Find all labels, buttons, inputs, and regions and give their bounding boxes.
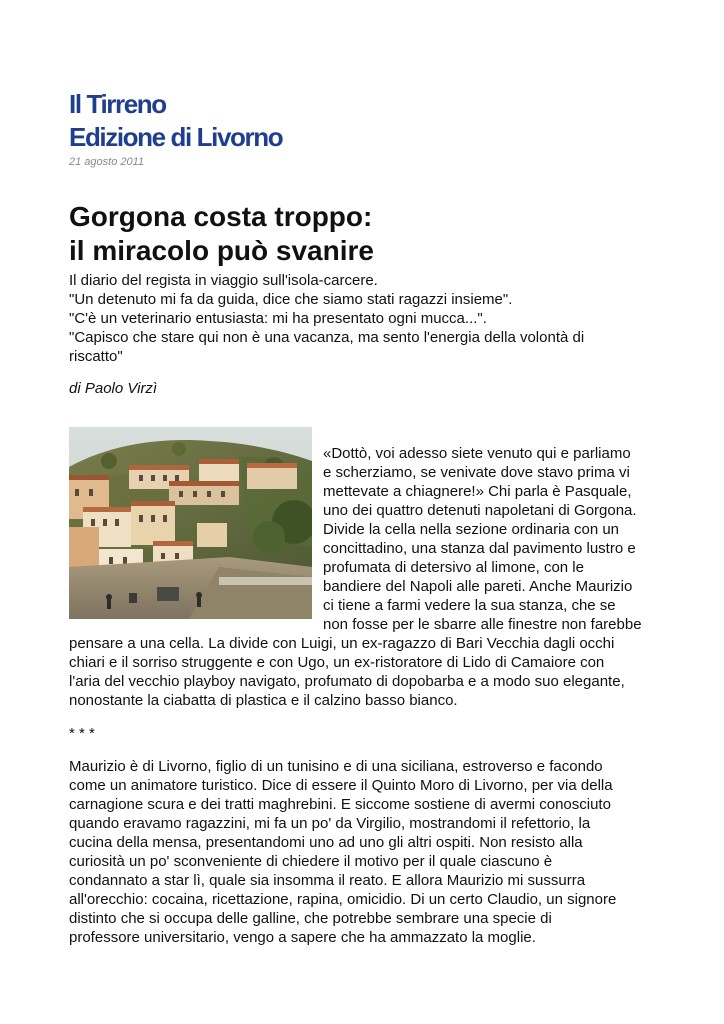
body-line: nonostante la ciabatta di plastica e il calzino basso bianco.	[69, 692, 458, 709]
newspaper-name: Il Tirreno	[69, 89, 166, 119]
body-line: pensare a una cella. La divide con Luigi, un ex-ragazzo di Bari Vecchia dagli occhi	[69, 635, 615, 652]
body-line: all'orecchio: cocaina, ricettazione, rapina, omicidio. Di un certo Claudio, un signore	[69, 891, 617, 908]
body-line: come un animatore turistico. Dice di essere il Quinto Moro di Livorno, per via della	[69, 777, 613, 794]
subheading-line: "Un detenuto mi fa da guida, dice che siamo stati ragazzi insieme".	[69, 291, 513, 308]
newspaper-edition: Edizione di Livorno	[69, 122, 283, 152]
body-line: e scherziamo, se venivate dove stavo prima vi	[323, 464, 630, 481]
body-line: curiosità un po' sconveniente di chiedere il motivo per il quale ciascuno è	[69, 853, 553, 870]
subheading-line: Il diario del regista in viaggio sull'isola-carcere.	[69, 272, 378, 289]
body-line: cucina della mensa, presentandomi uno ad uno gli altri ospiti. Non resisto alla	[69, 834, 583, 851]
body-line: chiari e il sorriso struggente e con Ugo, un ex-ristoratore di Lido di Camaiore con	[69, 654, 605, 671]
byline: di Paolo Virzì	[69, 380, 158, 397]
subheading-line: riscatto"	[69, 348, 123, 365]
body-line: concittadino, una stanza dal pavimento lustro e	[323, 540, 636, 557]
body-line: distinto che si occupa delle galline, che potrebbe sembrare una specie di	[69, 910, 552, 927]
headline-line: Gorgona costa troppo:	[69, 201, 373, 232]
body-line: bandiere del Napoli alle pareti. Anche Maurizio	[323, 578, 633, 595]
body-line: ci tiene a farmi vedere la sua stanza, che se	[323, 597, 616, 614]
body-line: Divide la cella nella sezione ordinaria con un	[323, 521, 620, 538]
headline-line: il miracolo può svanire	[69, 235, 374, 266]
body-line: uno dei quattro detenuti napoletani di Gorgona.	[323, 502, 637, 519]
village-photo-image	[69, 427, 312, 619]
body-line: non fosse per le sbarre alle finestre non farebbe	[323, 616, 642, 633]
body-line: professore universitario, vengo a sapere che ha ammazzato la moglie.	[69, 929, 536, 946]
body-line: carnagione scura e dei tratti maghrebini. E siccome sostiene di avermi conosciuto	[69, 796, 611, 813]
article-photo	[69, 427, 312, 619]
article-headline	[69, 200, 374, 268]
publication-date: 21 agosto 2011	[69, 156, 145, 168]
body-line: l'aria del vecchio playboy navigato, profumato di dopobarba e a modo suo elegante,	[69, 673, 625, 690]
subheading-line: "Capisco che stare qui non è una vacanza, ma sento l'energia della volontà di	[69, 329, 585, 346]
body-line: profumata di detersivo al limone, con le	[323, 559, 584, 576]
body-line: «Dottò, voi adesso siete venuto qui e parliamo	[323, 445, 631, 462]
article-subheading	[69, 271, 659, 366]
body-line: Maurizio è di Livorno, figlio di un tunisino e di una siciliana, estroverso e facondo	[69, 758, 603, 775]
body-line: condannato a star lì, quale sia insomma il reato. E allora Maurizio mi sussurra	[69, 872, 586, 889]
body-line: mettevate a chiagnere!» Chi parla è Pasquale,	[323, 483, 632, 500]
section-separator: * * *	[69, 725, 95, 742]
subheading-line: "C'è un veterinario entusiasta: mi ha presentato ogni mucca...".	[69, 310, 487, 327]
body-line: quando eravamo ragazzini, mi fa un po' da Virgilio, mostrandomi il refettorio, la	[69, 815, 591, 832]
